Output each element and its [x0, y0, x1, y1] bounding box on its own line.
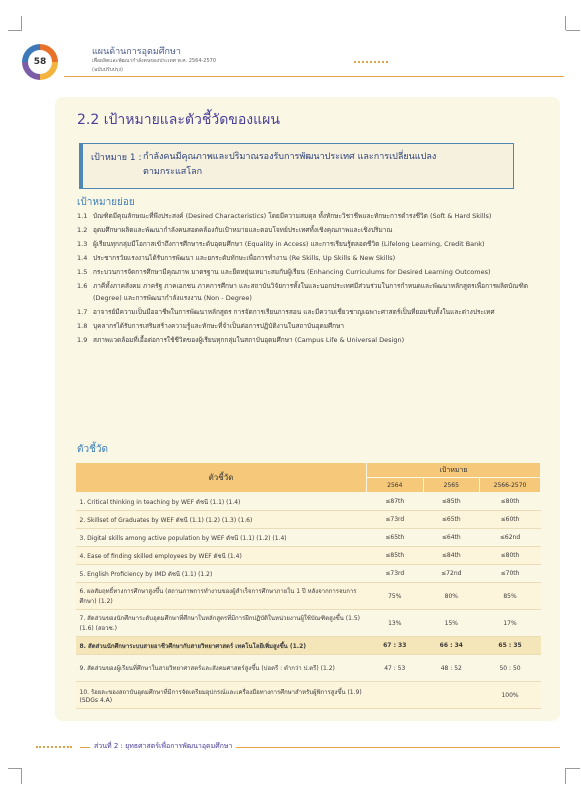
indicator-cell: 1. Critical thinking in teaching by WEF ดัชนี (1.1) (1.4) [76, 493, 367, 511]
objective-number: 1.7 [77, 308, 88, 316]
target-cell: 80% [423, 583, 480, 610]
target-cell [367, 682, 424, 709]
target-cell: ≤65th [367, 529, 424, 547]
target-cell: ≤62nd [480, 529, 541, 547]
objective-text: บุคลากรได้รับการเสริมสร้างความรู้และทักษะที่จำเป็นต่อการปฏิบัติงานในสถาบันอุดมศึกษา [93, 322, 345, 330]
indicator-cell: 9. สัดส่วนของผู้เรียนที่ศึกษาในสายวิทยาศาสตร์และสังคมศาสตร์สูงขึ้น (ปอตรี : ตำกว่า ป.ตรี) (1.2) [76, 655, 367, 682]
header-dots [354, 61, 388, 63]
crop-mark [566, 768, 580, 769]
target-cell: ≤70th [480, 565, 541, 583]
table-row [76, 583, 541, 610]
crop-mark [8, 30, 22, 31]
target-cell: ≤73rd [367, 511, 424, 529]
indicator-cell: 10. ร้อยละของสถาบันอุดมศึกษาที่มีการจัดเตรียมอุปกรณ์และเครื่องมือทางการศึกษาสำหรับผู้พิการสูงขึ้น (1.9) (SDGs 4.A) [76, 682, 367, 709]
indicator-cell: 2. Skillset of Graduates by WEF ดัชนี (1.1) (1.2) (1.3) (1.6) [76, 511, 367, 529]
indicator-cell: 4. Ease of finding skilled employees by WEF ดัชนี (1.4) [76, 547, 367, 565]
objective-text: ประชากรวัยแรงงานได้รับการพัฒนา และยกระดับทักษะเพื่อการทำงาน (Re Skills, Up Skills & New Skills) [93, 254, 396, 262]
objective-number: 1.8 [77, 322, 88, 330]
objective-number: 1.6 [77, 282, 88, 290]
target-cell: ≤65th [423, 511, 480, 529]
objective-text: อุดมศึกษาผลิตและพัฒนากำลังคนสอดคล้องกับเป้าหมายและตอบโจทย์ประเทศทั้งเชิงคุณภาพและเชิงปริมาณ [93, 226, 393, 234]
page-number-badge [22, 44, 58, 80]
target-cell: 47 : 53 [367, 655, 424, 682]
objective-item [77, 280, 537, 304]
goal-box [79, 143, 514, 189]
objective-item [77, 306, 537, 318]
target-cell: 85% [480, 583, 541, 610]
objective-text: ผู้เรียนทุกกลุ่มมีโอกาสเข้าถึงการศึกษาระดับอุดมศึกษา (Equality in Access) และการเรียนรู้ตลอดชีวิต (Lifelong Learning, Credit Bank) [93, 240, 485, 248]
crop-mark [21, 16, 22, 30]
target-cell: ≤84th [423, 547, 480, 565]
column-header-year: 2565 [423, 478, 480, 493]
table-row [76, 529, 541, 547]
target-cell: ≤85th [367, 547, 424, 565]
goal-label: เป้าหมาย 1 : [91, 153, 142, 163]
column-header-year: 2566-2570 [480, 478, 541, 493]
table-row [76, 637, 541, 655]
objective-text: สภาพแวดล้อมที่เอื้อต่อการใช้ชีวิตของผู้เรียนทุกกลุ่มในสถาบันอุดมศึกษา (Campus Life & Universal Design) [93, 336, 405, 344]
target-cell: 13% [367, 610, 424, 637]
crop-mark [566, 30, 580, 31]
objective-text: กระบวนการจัดการศึกษามีคุณภาพ มาตรฐาน และยืดหยุ่นเหมาะสมกับผู้เรียน (Enhancing Curriculums for Desired Learning Outcomes) [93, 268, 491, 276]
table-row [76, 511, 541, 529]
objective-number: 1.3 [77, 240, 88, 248]
objective-item [77, 224, 537, 236]
target-cell: ≤85th [423, 493, 480, 511]
indicator-cell: 7. สัดส่วนของนักศึกษาระดับอุดมศึกษาที่ศึกษาในหลักสูตรที่มีการฝึกปฏิบัติในหน่วยงานผู้ใช้บัณฑิตสูงขึ้น (1.5) (1.6) (สอวช.) [76, 610, 367, 637]
objectives-heading: เป้าหมายย่อย [77, 197, 135, 208]
objectives-list [77, 210, 537, 348]
crop-mark [565, 16, 566, 30]
target-cell [423, 682, 480, 709]
header-subtitle-note: (ฉบับปรับปรุง) [92, 67, 123, 73]
objective-item [77, 252, 537, 264]
column-header-indicator: ตัวชี้วัด [76, 463, 367, 493]
indicator-cell: 3. Digital skills among active population by WEF ดัชนี (1.1) (1.2) (1.4) [76, 529, 367, 547]
indicator-cell: 6. ผลสัมฤทธิ์ทางการศึกษาสูงขึ้น (สถานภาพการทำงานของผู้สำเร็จการศึกษาภายใน 1 ปี หลังจากการจบการศึกษา) (1.2) [76, 583, 367, 610]
table-row [76, 682, 541, 709]
target-cell: ≤80th [480, 493, 541, 511]
target-cell: 66 : 34 [423, 637, 480, 655]
objective-number: 1.9 [77, 336, 88, 344]
target-cell: 75% [367, 583, 424, 610]
table-row [76, 610, 541, 637]
objective-item [77, 266, 537, 278]
target-cell: 67 : 33 [367, 637, 424, 655]
crop-mark [8, 768, 22, 769]
target-cell: 48 : 52 [423, 655, 480, 682]
indicators-heading: ตัวชี้วัด [77, 444, 109, 455]
objective-item [77, 334, 537, 346]
table-row [76, 565, 541, 583]
section-title: 2.2 เป้าหมายและตัวชี้วัดของแผน [77, 112, 280, 128]
target-cell: ≤64th [423, 529, 480, 547]
target-cell: ≤72nd [423, 565, 480, 583]
crop-mark [565, 768, 566, 784]
objective-text: ภาคีทั้งภาคสังคม ภาครัฐ ภาคเอกชน ภาคการศึกษา และสถาบันวิจัยการทั้งในและนอกประเทศมีส่วนร่วมในการกำหนดและพัฒนาหลักสูตรเพื่อการผลิตบัณฑิต (Degree) และการพัฒนากำลังแรงงาน (Non - Degree) [93, 282, 528, 302]
target-cell: ≤80th [480, 547, 541, 565]
column-header-year: 2564 [367, 478, 424, 493]
target-cell: 65 : 35 [480, 637, 541, 655]
header-rule [64, 76, 564, 77]
objective-text: บัณฑิตมีคุณลักษณะที่พึงประสงค์ (Desired Characteristics) โดยมีความสมดุล ทั้งทักษะวิชาชีพและทักษะการดำรงชีวิต (Soft & Hard Skills) [93, 212, 492, 220]
target-cell: ≤73rd [367, 565, 424, 583]
table-row [76, 547, 541, 565]
target-cell: 17% [480, 610, 541, 637]
content-panel [55, 97, 560, 721]
footer-dots [36, 746, 72, 748]
crop-mark [21, 768, 22, 784]
header-subtitle: เพื่อผลิตและพัฒนากำลังคนของประเทศ พ.ศ. 2564-2570 [92, 58, 217, 64]
objective-number: 1.2 [77, 226, 88, 234]
objective-number: 1.1 [77, 212, 88, 220]
goal-text: กำลังคนมีคุณภาพและปริมาณรองรับการพัฒนาประเทศ และการเปลี่ยนแปลงตามกระแสโลก [143, 152, 437, 177]
page-number: 58 [28, 50, 52, 74]
header-title: แผนด้านการอุดมศึกษา [92, 47, 181, 57]
objective-text: อาจารย์มีความเป็นมืออาชีพในการพัฒนาหลักสูตร การจัดการเรียนการสอน และมีความเชี่ยวชาญเฉพาะศาสตร์เป็นที่ยอมรับทั้งในและต่างประเทศ [93, 308, 495, 316]
table-row [76, 655, 541, 682]
target-cell: 100% [480, 682, 541, 709]
indicators-table [75, 462, 541, 709]
indicator-cell: 8. สัดส่วนนักศึกษาระบบสายอาชีวศึกษากับสายวิทยาศาสตร์ เทคโนโลยีเพิ่มสูงขึ้น (1.2) [76, 637, 367, 655]
objective-number: 1.4 [77, 254, 88, 262]
target-cell: 50 : 50 [480, 655, 541, 682]
objective-item [77, 210, 537, 222]
target-cell: ≤60th [480, 511, 541, 529]
target-cell: ≤87th [367, 493, 424, 511]
table-row [76, 493, 541, 511]
objective-item [77, 238, 537, 250]
objective-number: 1.5 [77, 268, 88, 276]
objective-item [77, 320, 537, 332]
column-header-target: เป้าหมาย [367, 463, 541, 478]
indicator-cell: 5. English Proficiency by IMD ดัชนี (1.1) (1.2) [76, 565, 367, 583]
footer-text: ส่วนที่ 2 : ยุทธศาสตร์เพื่อการพัฒนาอุดมศึกษา [90, 741, 236, 752]
target-cell: 15% [423, 610, 480, 637]
